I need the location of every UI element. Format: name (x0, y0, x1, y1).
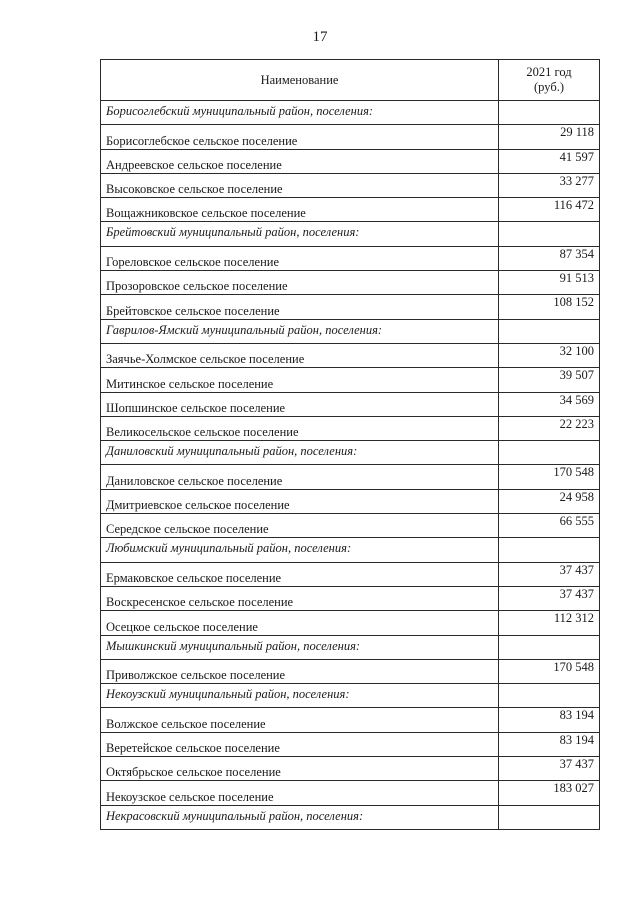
amount-cell (499, 101, 600, 125)
amount-cell (499, 222, 600, 246)
amount-cell (499, 441, 600, 465)
settlement-name-cell: Ермаковское сельское поселение (101, 562, 499, 586)
settlement-name-cell: Брейтовское сельское поселение (101, 295, 499, 319)
settlement-row (101, 271, 600, 295)
settlement-name-cell: Веретейское сельское поселение (101, 732, 499, 756)
amount-cell: 66 555 (499, 514, 600, 538)
settlement-name-cell: Середское сельское поселение (101, 514, 499, 538)
settlement-row (101, 586, 600, 610)
settlement-row (101, 173, 600, 197)
district-group-row (101, 441, 600, 465)
amount-cell: 183 027 (499, 781, 600, 805)
amount-cell (499, 805, 600, 829)
district-name-cell: Мышкинский муниципальный район, поселения: (101, 635, 499, 659)
amount-cell: 83 194 (499, 732, 600, 756)
settlement-row (101, 611, 600, 635)
settlement-row (101, 295, 600, 319)
settlement-name-cell: Волжское сельское поселение (101, 708, 499, 732)
district-name-cell: Даниловский муниципальный район, поселения: (101, 441, 499, 465)
district-group-row (101, 635, 600, 659)
district-name-cell: Гаврилов-Ямский муниципальный район, поселения: (101, 319, 499, 343)
amount-cell: 170 548 (499, 659, 600, 683)
amount-cell: 37 437 (499, 586, 600, 610)
settlement-name-cell: Приволжское сельское поселение (101, 659, 499, 683)
settlement-name-cell: Гореловское сельское поселение (101, 246, 499, 270)
settlement-name-cell: Октябрьское сельское поселение (101, 757, 499, 781)
district-group-row (101, 684, 600, 708)
amount-cell: 24 958 (499, 489, 600, 513)
settlement-row (101, 562, 600, 586)
settlement-row (101, 368, 600, 392)
amount-cell (499, 635, 600, 659)
settlement-name-cell: Великосельское сельское поселение (101, 416, 499, 440)
settlement-row (101, 489, 600, 513)
amount-cell: 87 354 (499, 246, 600, 270)
column-header-unit: (руб.) (534, 80, 564, 94)
settlement-row (101, 246, 600, 270)
settlement-name-cell: Дмитриевское сельское поселение (101, 489, 499, 513)
page-number: 17 (312, 29, 328, 45)
settlement-name-cell: Заячье-Холмское сельское поселение (101, 343, 499, 367)
settlement-row (101, 343, 600, 367)
settlement-name-cell: Вощажниковское сельское поселение (101, 198, 499, 222)
column-header-year-label: 2021 год (526, 65, 572, 79)
amount-cell: 41 597 (499, 149, 600, 173)
settlement-row (101, 514, 600, 538)
amount-cell: 170 548 (499, 465, 600, 489)
settlement-name-cell: Митинское сельское поселение (101, 368, 499, 392)
settlement-row (101, 198, 600, 222)
settlement-name-cell: Осецкое сельское поселение (101, 611, 499, 635)
district-group-row (101, 222, 600, 246)
column-header-year (499, 60, 600, 101)
amount-cell: 33 277 (499, 173, 600, 197)
settlement-name-cell: Прозоровское сельское поселение (101, 271, 499, 295)
amount-cell: 37 437 (499, 757, 600, 781)
settlement-name-cell: Некоузское сельское поселение (101, 781, 499, 805)
settlement-name-cell: Высоковское сельское поселение (101, 173, 499, 197)
settlement-name-cell: Андреевское сельское поселение (101, 149, 499, 173)
settlement-row (101, 149, 600, 173)
settlement-row (101, 125, 600, 149)
settlement-row (101, 465, 600, 489)
column-header-name: Наименование (101, 60, 499, 101)
amount-cell (499, 538, 600, 562)
district-group-row (101, 101, 600, 125)
amount-cell: 22 223 (499, 416, 600, 440)
amount-cell: 29 118 (499, 125, 600, 149)
settlement-name-cell: Даниловское сельское поселение (101, 465, 499, 489)
settlement-row (101, 781, 600, 805)
amount-cell: 83 194 (499, 708, 600, 732)
amount-cell: 112 312 (499, 611, 600, 635)
settlement-row (101, 416, 600, 440)
amount-cell: 108 152 (499, 295, 600, 319)
settlements-budget-table (100, 59, 600, 830)
settlement-row (101, 659, 600, 683)
settlement-name-cell: Борисоглебское сельское поселение (101, 125, 499, 149)
settlement-row (101, 757, 600, 781)
district-name-cell: Некоузский муниципальный район, поселения: (101, 684, 499, 708)
settlement-row (101, 392, 600, 416)
amount-cell: 34 569 (499, 392, 600, 416)
amount-cell: 32 100 (499, 343, 600, 367)
settlement-row (101, 708, 600, 732)
district-name-cell: Брейтовский муниципальный район, поселения: (101, 222, 499, 246)
district-name-cell: Некрасовский муниципальный район, поселения: (101, 805, 499, 829)
settlement-row (101, 732, 600, 756)
amount-cell: 37 437 (499, 562, 600, 586)
amount-cell: 91 513 (499, 271, 600, 295)
district-group-row (101, 805, 600, 829)
amount-cell: 116 472 (499, 198, 600, 222)
table-body (101, 101, 600, 830)
district-name-cell: Борисоглебский муниципальный район, поселения: (101, 101, 499, 125)
district-group-row (101, 538, 600, 562)
amount-cell (499, 684, 600, 708)
district-name-cell: Любимский муниципальный район, поселения: (101, 538, 499, 562)
settlement-name-cell: Воскресенское сельское поселение (101, 586, 499, 610)
amount-cell (499, 319, 600, 343)
table-header-row (101, 60, 600, 101)
amount-cell: 39 507 (499, 368, 600, 392)
settlement-name-cell: Шопшинское сельское поселение (101, 392, 499, 416)
district-group-row (101, 319, 600, 343)
